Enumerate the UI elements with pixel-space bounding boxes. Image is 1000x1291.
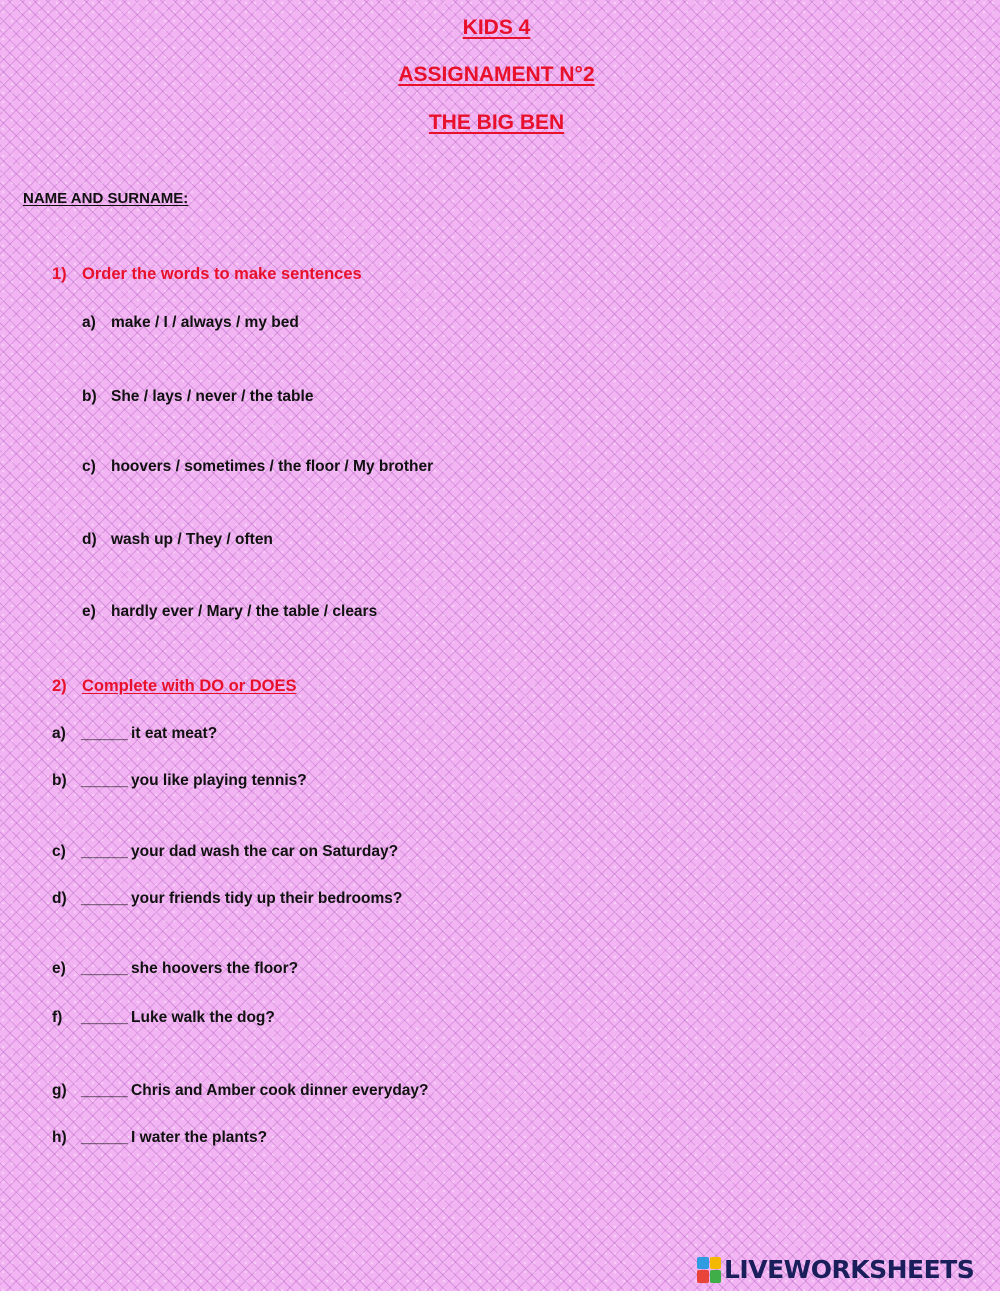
item-letter: f) — [52, 1009, 63, 1026]
section2-heading — [52, 677, 297, 696]
complete-item — [52, 1082, 429, 1100]
item-letter: a) — [82, 314, 96, 331]
complete-item — [52, 960, 298, 978]
complete-item — [52, 890, 402, 908]
complete-item — [52, 1129, 267, 1147]
item-letter: c) — [52, 843, 66, 860]
item-letter: c) — [82, 458, 96, 475]
answer-blank[interactable]: ______ — [81, 843, 127, 860]
item-letter: e) — [52, 960, 66, 977]
item-letter: g) — [52, 1082, 67, 1099]
answer-blank[interactable]: ______ — [81, 725, 127, 742]
section1-heading — [52, 265, 362, 284]
item-text: I water the plants? — [131, 1129, 268, 1146]
order-item — [82, 458, 433, 476]
answer-blank[interactable]: ______ — [81, 1009, 127, 1026]
item-letter: e) — [82, 603, 96, 620]
item-text: she hoovers the floor? — [131, 960, 299, 977]
answer-blank[interactable]: ______ — [81, 960, 127, 977]
section1-number: 1) — [52, 265, 67, 283]
order-item — [82, 531, 273, 549]
item-text: hardly ever / Mary / the table / clears — [111, 603, 378, 620]
item-text: Chris and Amber cook dinner everyday? — [131, 1082, 429, 1099]
answer-blank[interactable]: ______ — [81, 1129, 127, 1146]
item-letter: a) — [52, 725, 66, 742]
section2-number: 2) — [52, 677, 67, 695]
logo-square — [697, 1257, 709, 1270]
order-item — [82, 603, 377, 621]
section1-title: Order the words to make sentences — [82, 265, 362, 283]
item-text: you like playing tennis? — [131, 772, 307, 789]
item-text: your dad wash the car on Saturday? — [131, 843, 399, 860]
item-letter: b) — [82, 388, 97, 405]
item-letter: d) — [82, 531, 97, 548]
logo-square — [710, 1270, 722, 1283]
item-letter: d) — [52, 890, 67, 907]
item-text: She / lays / never / the table — [111, 388, 314, 405]
section2-title: Complete with DO or DOES — [82, 677, 297, 695]
item-text: it eat meat? — [131, 725, 218, 742]
item-text: your friends tidy up their bedrooms? — [131, 890, 403, 907]
complete-item — [52, 1009, 275, 1027]
logo-wordmark: LIVEWORKSHEETS — [724, 1255, 975, 1284]
logo-square — [697, 1270, 709, 1283]
item-letter: b) — [52, 772, 67, 789]
answer-blank[interactable]: ______ — [81, 772, 127, 789]
order-item — [82, 388, 313, 406]
assignment-title: ASSIGNAMENT N°2 — [398, 63, 595, 86]
item-text: hoovers / sometimes / the floor / My brother — [111, 458, 434, 475]
item-text: Luke walk the dog? — [131, 1009, 275, 1026]
order-item — [82, 314, 299, 332]
worksheet-topic-title: THE BIG BEN — [428, 111, 565, 134]
item-text: wash up / They / often — [111, 531, 273, 548]
item-text: make / I / always / my bed — [111, 314, 299, 331]
liveworksheets-logo — [697, 1255, 974, 1284]
item-letter: h) — [52, 1129, 67, 1146]
complete-item — [52, 725, 217, 743]
name-surname-label: NAME AND SURNAME: — [23, 190, 189, 207]
answer-blank[interactable]: ______ — [81, 890, 127, 907]
worksheet-level-title: KIDS 4 — [462, 16, 531, 39]
answer-blank[interactable]: ______ — [81, 1082, 127, 1099]
liveworksheets-logo-icon — [697, 1257, 721, 1283]
complete-item — [52, 843, 398, 861]
complete-item — [52, 772, 307, 790]
logo-square — [710, 1257, 722, 1270]
